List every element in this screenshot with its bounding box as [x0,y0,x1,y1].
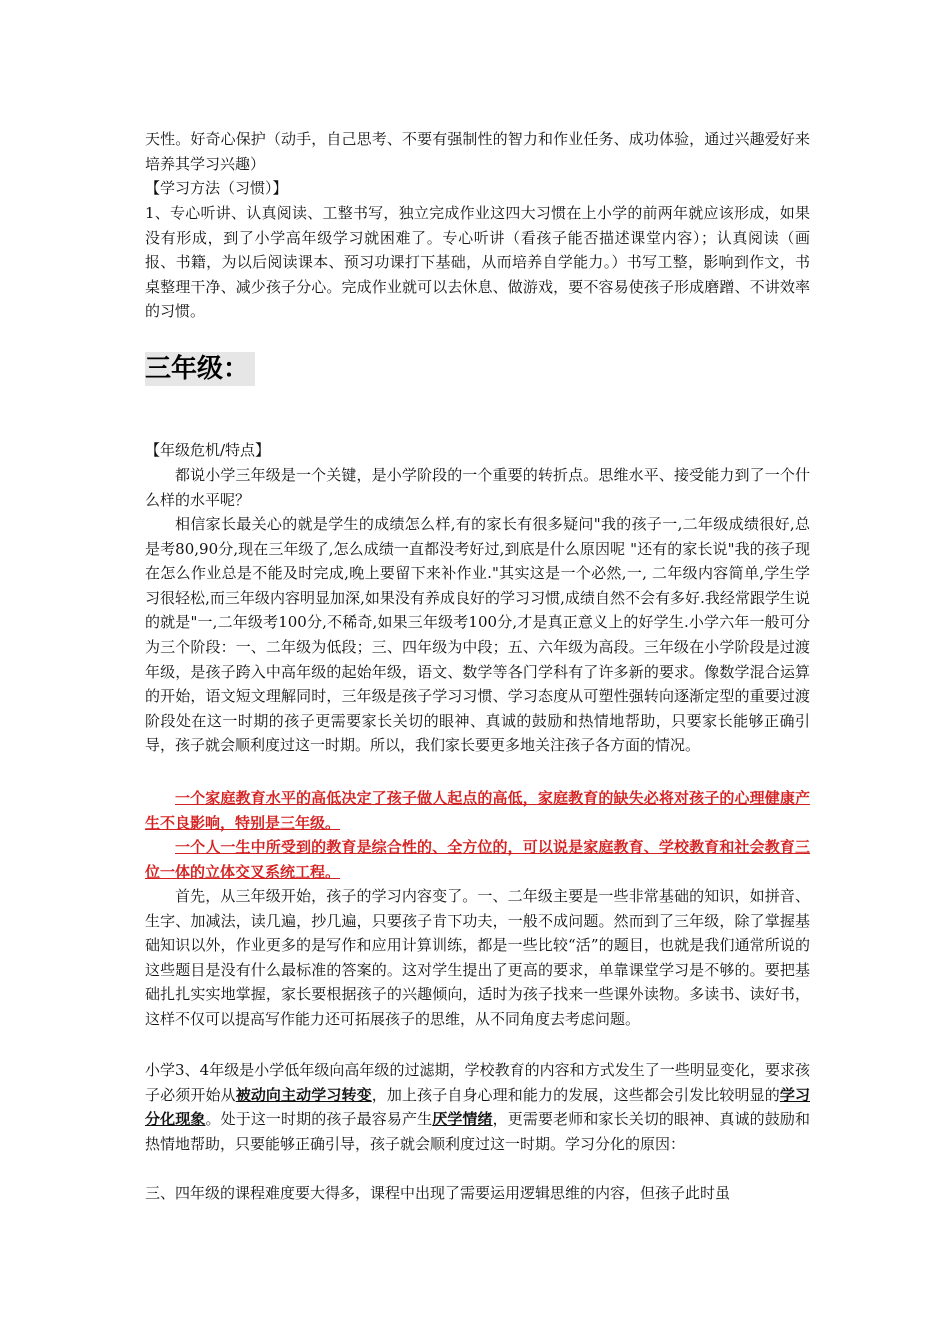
p4-text-e: 。处于这一时期的孩子最容易产生 [205,1110,433,1129]
p4-text-a: 小学3、4年级是小学低年级向高年级的过滤期，学校教育的内容和方式发生了一些明显变化，要求孩子必须开始从 [145,1061,810,1104]
emphasis-paragraph-1: 一个家庭教育水平的高低决定了孩子做人起点的高低，家庭教育的缺失必将对孩子的心理健康产生不良影响，特别是三年级。 [145,789,810,832]
highlight-learning-divergence: 学习分化现象 [145,1085,810,1129]
grade3-paragraph-1: 都说小学三年级是一个关键，是小学阶段的一个重要的转折点。思维水平、接受能力到了一个什么样的水平呢？ [145,466,810,509]
grade-three-heading: 三年级： [145,352,255,386]
p4-text-g: ，更需要老师和家长关切的眼神、真诚的鼓励和热情地帮助，只要能够正确引导，孩子就会顺利度过这一时期。学习分化的原因： [145,1110,810,1153]
highlight-study-aversion: 厌学情绪 [432,1110,493,1129]
grade3-paragraph-3: 首先，从三年级开始，孩子的学习内容变了。一、二年级主要是一些非常基础的知识，如拼音、生字、加减法，读几遍，抄几遍，只要孩子肯下功夫，一般不成问题。然而到了三年级，除了掌握基础知识以外，作业更多的是写作和应用计算训练，都是一些比较“活”的题目，也就是我们通常所说的这些题目是没有什么最标准的答案的。这对学生提出了更高的要求，单靠课堂学习是不够的。要把基础扎扎实实地掌握，家长要根据孩子的兴趣倾向，适时为孩子找来一些课外读物。多读书、读好书，这样不仅可以提高写作能力还可拓展孩子的思维，从不同角度去考虑问题。 [145,887,810,1028]
study-habits-paragraph: 1、专心听讲、认真阅读、工整书写，独立完成作业这四大习惯在上小学的前两年就应该形成，如果没有形成，到了小学高年级学习就困难了。专心听讲（看孩子能否描述课堂内容）；认真阅读（画报、书籍，为以后阅读课本、预习功课打下基础，从而培养自学能力。）书写工整，影响到作文，书桌整理干净、减少孩子分心。完成作业就可以去休息、做游戏，要不容易使孩子形成磨蹭、不讲效率的习惯。 [145,204,810,321]
intro-paragraph: 天性。好奇心保护（动手，自己思考、不要有强制性的智力和作业任务、成功体验，通过兴趣爱好来培养其学习兴趣） [145,130,810,173]
emphasis-paragraph-2: 一个人一生中所受到的教育是综合性的、全方位的，可以说是家庭教育、学校教育和社会教育三位一体的立体交叉系统工程。 [145,838,810,881]
highlight-passive-to-active: 被动向主动学习转变 [235,1085,372,1104]
section-label-grade-crisis: 【年级危机/特点】 [145,441,271,459]
grade3-paragraph-4 [145,1058,810,1156]
grade3-paragraph-5: 三、四年级的课程难度要大得多，课程中出现了需要运用逻辑思维的内容，但孩子此时虽 [145,1184,731,1202]
p4-text-c: ，加上孩子自身心理和能力的发展，这些都会引发比较明显的 [371,1085,780,1104]
grade3-paragraph-2: 相信家长最关心的就是学生的成绩怎么样,有的家长有很多疑问"我的孩子一,二年级成绩很好,总是考80,90分,现在三年级了,怎么成绩一直都没考好过,到底是什么原因呢 "还有的家长说"我的孩子现在怎么作业总是不能及时完成,晚上要留下来补作业."其实这是一个必然,一, 二年级内容简单,学生学习很轻松,而三年级内容明显加深,如果没有养成良好的学习习惯,成绩自然不会有多好.我经常跟学生说的就是"一,二年级考100分,不稀奇,如果三年级考100分,才是真正意义上的好学生.小学六年一般可分为三个阶段：一、二年级为低段；三、四年级为中段；五、六年级为高段。三年级在小学阶段是过渡年级，是孩子跨入中高年级的起始年级，语文、数学等各门学科有了许多新的要求。像数学混合运算的开始，语文短文理解同时，三年级是孩子学习习惯、学习态度从可塑性强转向逐渐定型的重要过渡阶段处在这一时期的孩子更需要家长关切的眼神、真诚的鼓励和热情地帮助，只要家长能够正确引导，孩子就会顺利度过这一时期。所以，我们家长要更多地关注孩子各方面的情况。 [145,515,810,755]
section-label-study-method: 【学习方法（习惯）】 [145,179,288,197]
